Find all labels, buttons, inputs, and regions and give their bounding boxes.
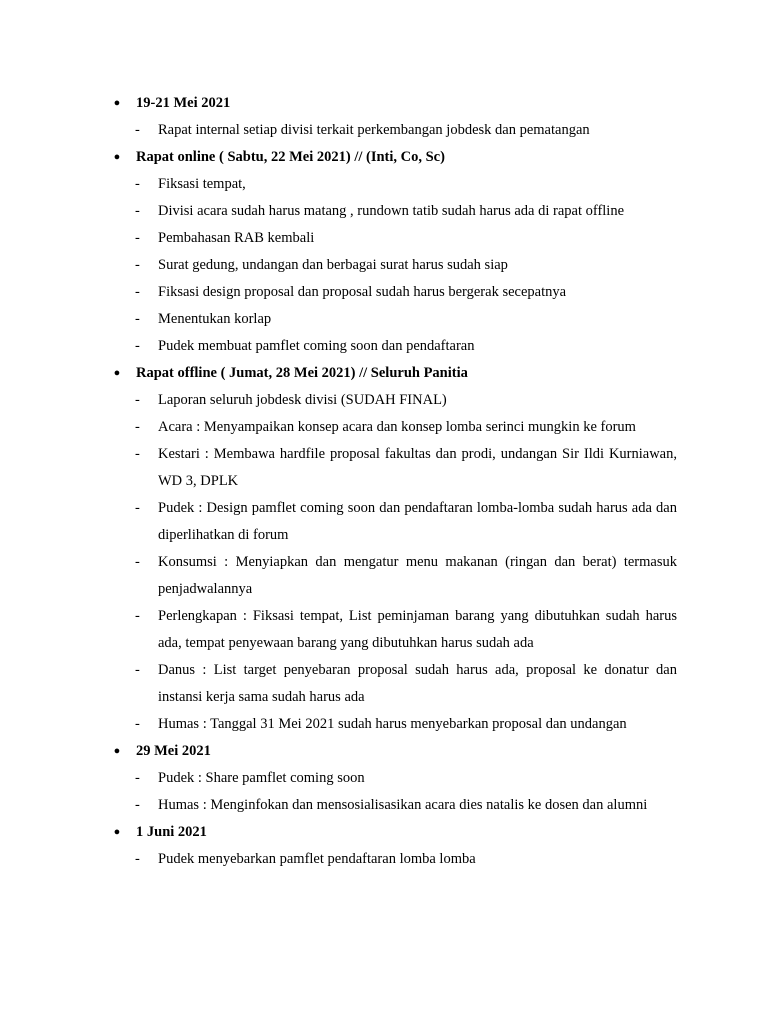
section-heading — [0, 90, 768, 117]
section-heading-text: Rapat offline ( Jumat, 28 Mei 2021) // Seluruh Panitia — [136, 365, 468, 381]
dash-marker: - — [135, 608, 140, 624]
list-item — [0, 441, 768, 495]
section-heading — [0, 360, 768, 387]
list-item-text: Fiksasi tempat, — [158, 176, 246, 192]
list-item-text: Acara : Menyampaikan konsep acara dan konsep lomba serinci mungkin ke forum — [158, 419, 636, 435]
list-item — [0, 765, 768, 792]
bullet-icon: ● — [113, 151, 121, 163]
list-item-text: Pudek menyebarkan pamflet pendaftaran lomba lomba — [158, 851, 476, 867]
dash-marker: - — [135, 257, 140, 273]
list-item — [0, 117, 768, 144]
list-item-text: Pudek : Design pamflet coming soon dan pendaftaran lomba-lomba sudah harus ada dan diperlihatkan di forum — [158, 500, 677, 543]
list-item — [0, 549, 768, 603]
dash-marker: - — [135, 338, 140, 354]
dash-marker: - — [135, 392, 140, 408]
bullet-icon: ● — [113, 97, 121, 109]
section-heading-text: 19-21 Mei 2021 — [136, 95, 231, 111]
list-item-text: Humas : Menginfokan dan mensosialisasikan acara dies natalis ke dosen dan alumni — [158, 797, 648, 813]
list-item-text: Perlengkapan : Fiksasi tempat, List peminjaman barang yang dibutuhkan sudah harus ada, tempat penyewaan barang yang dibutuhkan harus sudah ada — [158, 608, 677, 651]
schedule-section — [0, 738, 768, 819]
meeting-schedule — [0, 90, 768, 873]
section-heading-text: 1 Juni 2021 — [136, 824, 207, 840]
dash-marker: - — [135, 716, 140, 732]
bullet-icon: ● — [113, 367, 121, 379]
list-item-text: Divisi acara sudah harus matang , rundown tatib sudah harus ada di rapat offline — [158, 203, 625, 219]
list-item-text: Kestari : Membawa hardfile proposal fakultas dan prodi, undangan Sir Ildi Kurniawan, WD 3, DPLK — [158, 446, 677, 489]
list-item — [0, 711, 768, 738]
dash-marker: - — [135, 446, 140, 462]
dash-marker: - — [135, 284, 140, 300]
list-item-text: Danus : List target penyebaran proposal sudah harus ada, proposal ke donatur dan instansi kerja sama sudah harus ada — [158, 662, 677, 705]
dash-marker: - — [135, 311, 140, 327]
list-item — [0, 198, 768, 225]
list-item-text: Konsumsi : Menyiapkan dan mengatur menu makanan (ringan dan berat) termasuk penjadwalannya — [158, 554, 677, 597]
dash-marker: - — [135, 176, 140, 192]
list-item-text: Rapat internal setiap divisi terkait perkembangan jobdesk dan pematangan — [158, 122, 590, 138]
schedule-section — [0, 144, 768, 360]
dash-marker: - — [135, 770, 140, 786]
list-item-text: Menentukan korlap — [158, 311, 272, 327]
list-item-text: Laporan seluruh jobdesk divisi (SUDAH FINAL) — [158, 392, 447, 408]
list-item — [0, 333, 768, 360]
list-item — [0, 414, 768, 441]
section-heading — [0, 144, 768, 171]
list-item-text: Fiksasi design proposal dan proposal sudah harus bergerak secepatnya — [158, 284, 567, 300]
section-heading — [0, 738, 768, 765]
list-item — [0, 225, 768, 252]
section-heading-text: Rapat online ( Sabtu, 22 Mei 2021) // (Inti, Co, Sc) — [136, 149, 445, 165]
dash-marker: - — [135, 230, 140, 246]
bullet-icon: ● — [113, 745, 121, 757]
section-heading-text: 29 Mei 2021 — [136, 743, 211, 759]
dash-marker: - — [135, 419, 140, 435]
list-item — [0, 792, 768, 819]
dash-marker: - — [135, 662, 140, 678]
list-item — [0, 279, 768, 306]
schedule-section — [0, 819, 768, 873]
list-item — [0, 171, 768, 198]
list-item-text: Pudek : Share pamflet coming soon — [158, 770, 365, 786]
list-item — [0, 846, 768, 873]
dash-marker: - — [135, 203, 140, 219]
bullet-icon: ● — [113, 826, 121, 838]
list-item — [0, 603, 768, 657]
dash-marker: - — [135, 122, 140, 138]
list-item — [0, 657, 768, 711]
dash-marker: - — [135, 797, 140, 813]
list-item — [0, 387, 768, 414]
list-item — [0, 306, 768, 333]
dash-marker: - — [135, 554, 140, 570]
schedule-section — [0, 360, 768, 738]
list-item-text: Surat gedung, undangan dan berbagai surat harus sudah siap — [158, 257, 508, 273]
list-item-text: Humas : Tanggal 31 Mei 2021 sudah harus menyebarkan proposal dan undangan — [158, 716, 627, 732]
list-item — [0, 495, 768, 549]
list-item-text: Pudek membuat pamflet coming soon dan pendaftaran — [158, 338, 475, 354]
dash-marker: - — [135, 500, 140, 516]
dash-marker: - — [135, 851, 140, 867]
list-item — [0, 252, 768, 279]
schedule-section — [0, 90, 768, 144]
list-item-text: Pembahasan RAB kembali — [158, 230, 315, 246]
section-heading — [0, 819, 768, 846]
